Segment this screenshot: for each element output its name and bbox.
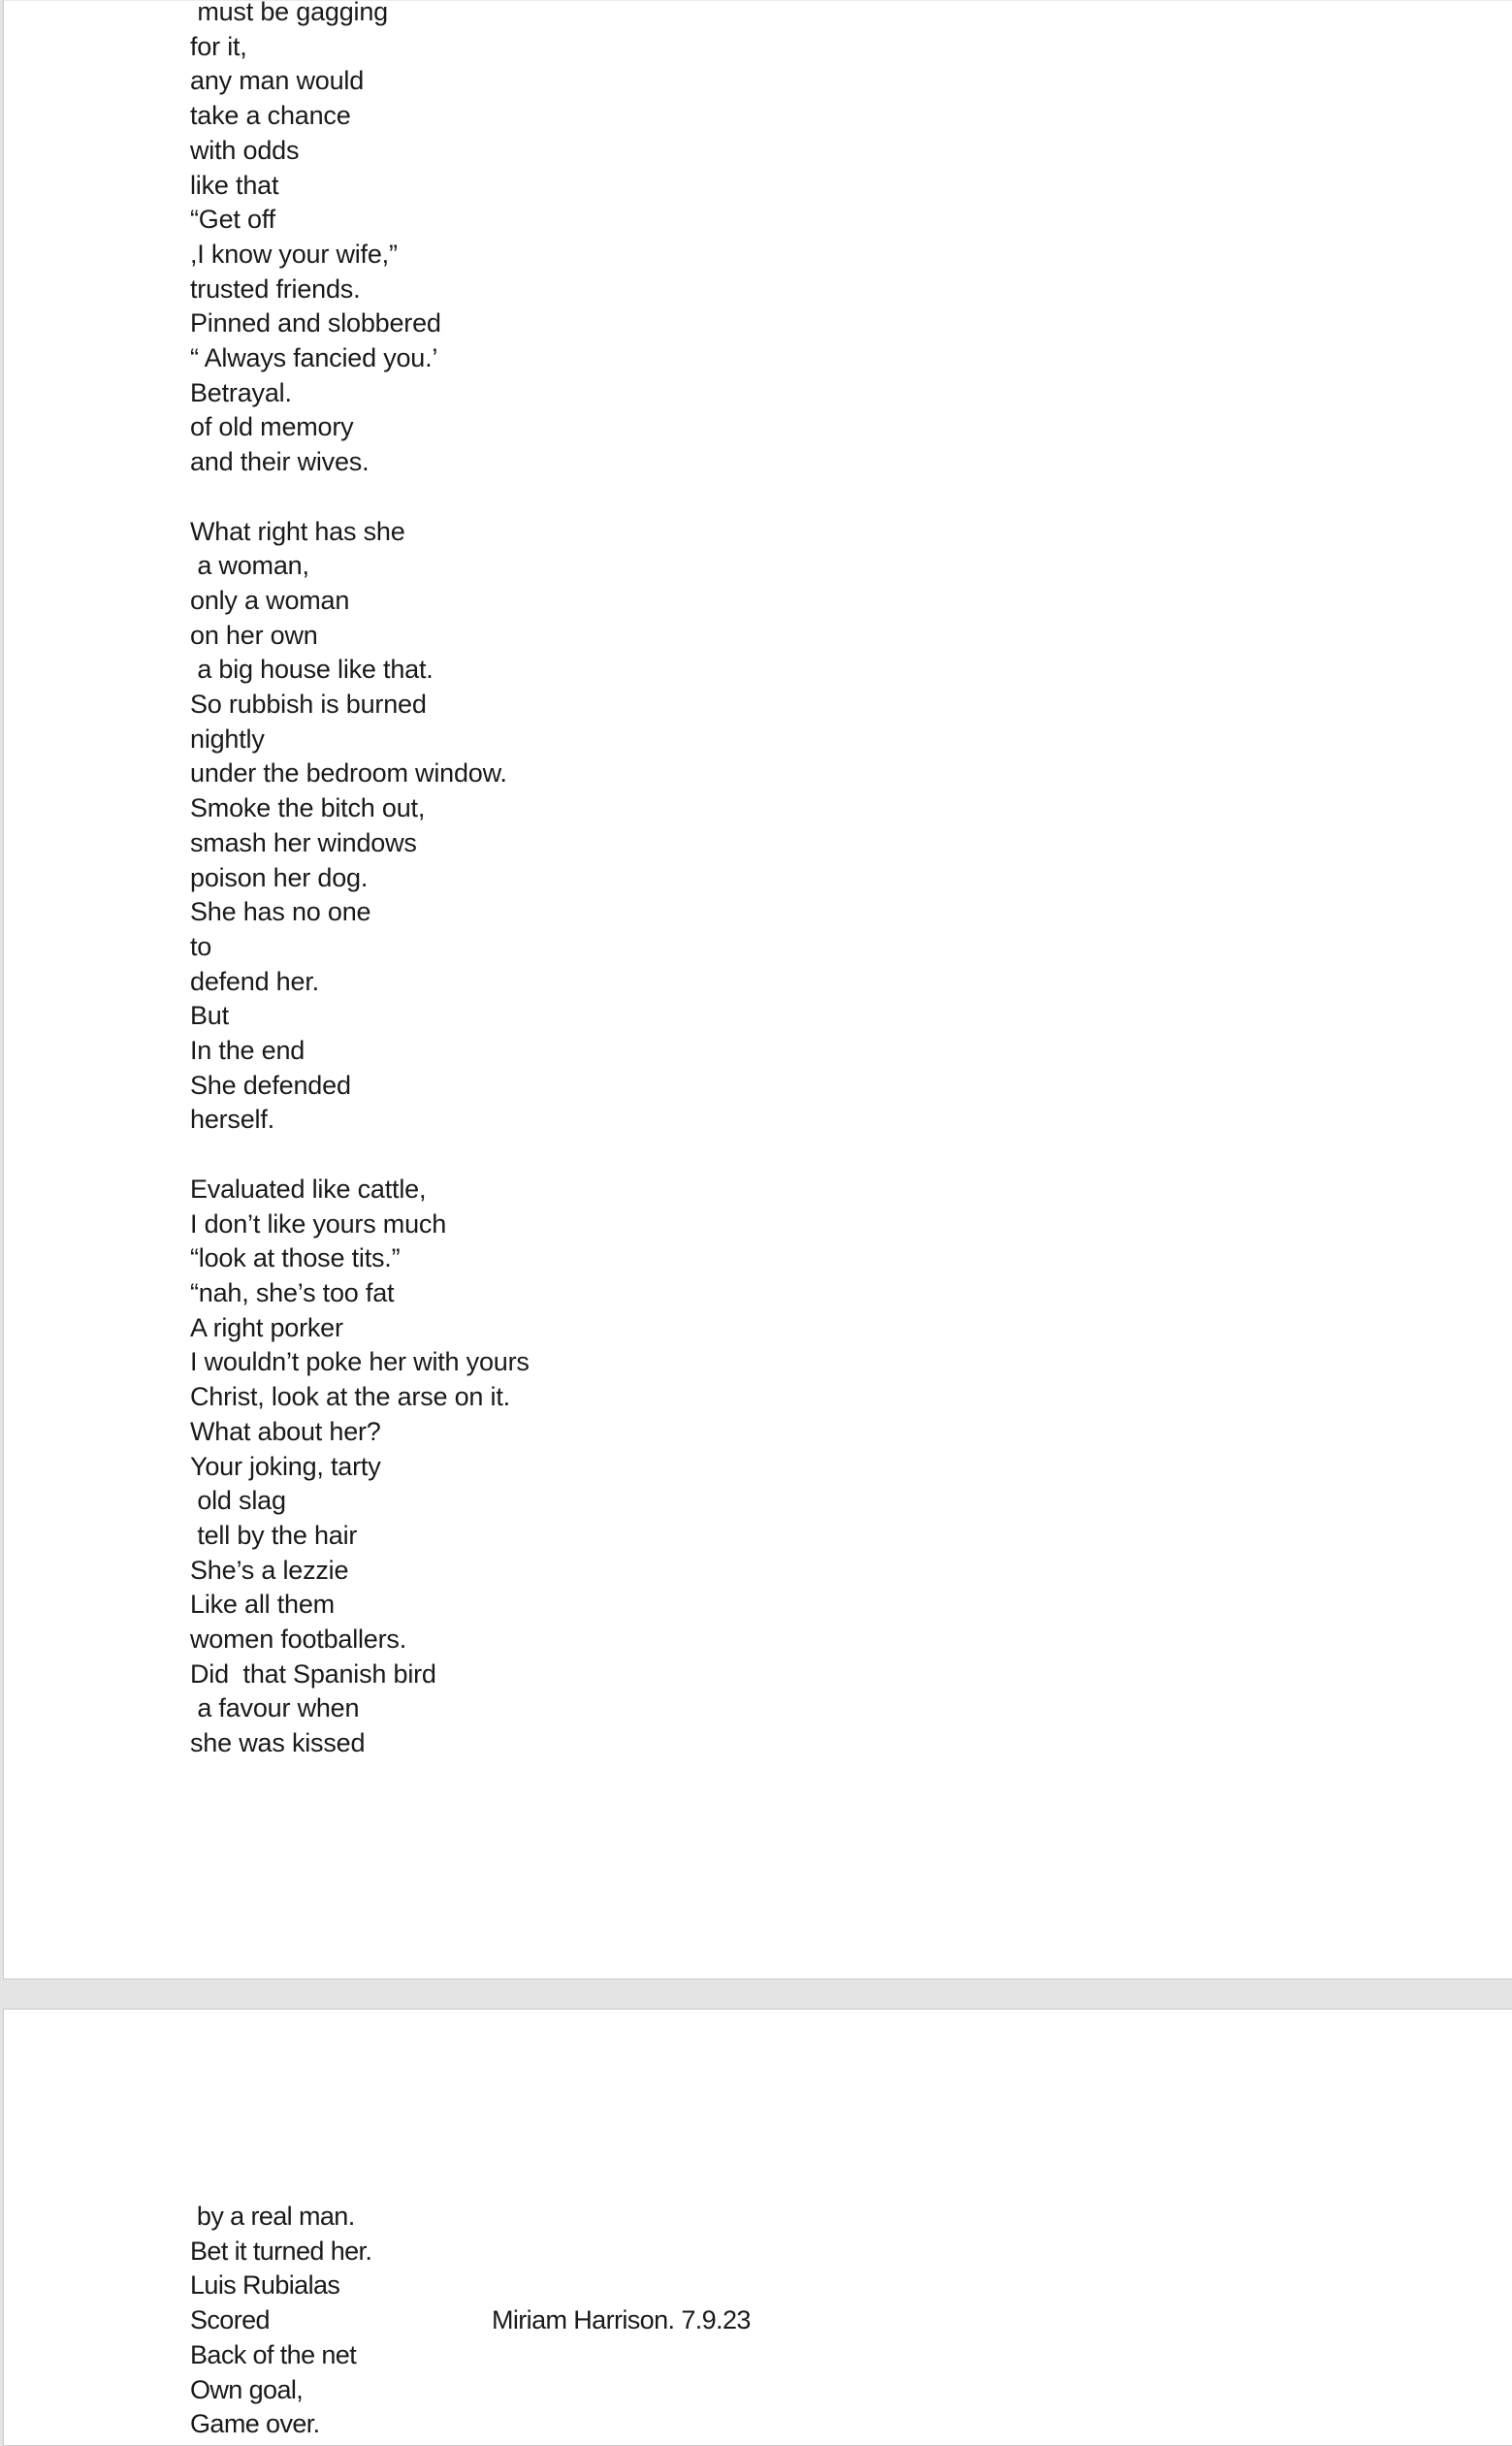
poem-line[interactable]: Game over. [190,2409,320,2439]
poem-line[interactable]: Did that Spanish bird [190,1658,436,1689]
poem-line[interactable]: So rubbish is burned [190,690,427,720]
poem-line[interactable]: by a real man. [190,2202,355,2231]
poem-line[interactable]: Pinned and slobbered [190,308,441,338]
poem-line[interactable]: Back of the net [190,2339,357,2369]
poem-line[interactable]: nightly [190,724,265,754]
poem-line[interactable]: But [190,1001,229,1031]
poem-line[interactable]: women footballers. [190,1625,407,1655]
poem-line[interactable]: I don’t like yours much [190,1208,447,1239]
poem-line[interactable]: tell by the hair [190,1520,358,1550]
poem-page1-text [190,0,1257,1761]
poem-line[interactable]: a favour when [190,1693,360,1723]
poem-line[interactable]: she was kissed [190,1728,366,1758]
poem-line[interactable]: must be gagging [190,0,388,26]
poem-line[interactable]: under the bedroom window. [190,758,507,789]
poem-line[interactable]: Own goal, [190,2374,304,2404]
poem-line[interactable]: Luis Rubialas [190,2270,340,2301]
page-1[interactable] [3,0,1512,1979]
poem-line[interactable] [190,1138,1257,1173]
poem-line[interactable]: any man would [190,66,365,96]
poem-line[interactable]: like that [190,170,279,200]
poem-line[interactable]: She has no one [190,897,371,927]
poem-line[interactable]: “ Always fancied you.’ [190,343,438,373]
poem-line[interactable]: herself. [190,1105,274,1135]
poem-line[interactable]: What right has she [190,516,405,546]
poem-line[interactable]: Christ, look at the arse on it. [190,1382,510,1412]
poem-line[interactable]: with odds [190,135,300,165]
poem-line[interactable]: on her own [190,620,318,650]
poem-line[interactable]: defend her. [190,966,319,996]
poem-line[interactable]: Bet it turned her. [190,2236,372,2266]
poem-line[interactable]: only a woman [190,585,350,615]
poem-line[interactable]: What about her? [190,1416,381,1446]
poem-line[interactable]: Like all them [190,1590,335,1620]
poem-line[interactable]: to [190,931,212,961]
poem-line[interactable]: “nah, she’s too fat [190,1277,395,1307]
attribution-text[interactable]: Miriam Harrison. 7.9.23 [492,2305,751,2334]
poem-line[interactable]: smash her windows [190,827,417,857]
poem-line[interactable]: A right porker [190,1312,343,1342]
poem-line[interactable]: “Get off [190,205,275,235]
poem-line[interactable]: and their wives. [190,447,370,477]
page-2[interactable] [3,2009,1512,2446]
poem-line[interactable]: I wouldn’t poke her with yours [190,1347,530,1377]
poem-line[interactable]: a woman, [190,551,309,581]
poem-line[interactable]: for it, [190,31,247,61]
poem-line[interactable]: Your joking, tarty [190,1451,381,1481]
poem-line[interactable]: a big house like that. [190,655,434,685]
poem-line[interactable]: She defended [190,1070,351,1100]
poem-line[interactable] [190,480,1257,515]
poem-line[interactable]: ,I know your wife,” [190,239,398,269]
poem-line[interactable]: Betrayal. [190,377,292,407]
poem-line[interactable]: “look at those tits.” [190,1243,401,1273]
poem-line[interactable]: Scored [190,2305,270,2335]
poem-line[interactable]: Evaluated like cattle, [190,1174,427,1204]
page-break-gap [0,1979,1512,2009]
poem-line[interactable]: In the end [190,1036,306,1066]
poem-line[interactable]: of old memory [190,412,354,442]
poem-line[interactable]: take a chance [190,101,351,131]
poem-line[interactable]: old slag [190,1486,286,1516]
poem-line[interactable]: Smoke the bitch out, [190,793,426,823]
poem-line[interactable]: poison her dog. [190,862,369,892]
poem-line[interactable]: She’s a lezzie [190,1555,349,1585]
poem-line[interactable]: trusted friends. [190,274,361,304]
